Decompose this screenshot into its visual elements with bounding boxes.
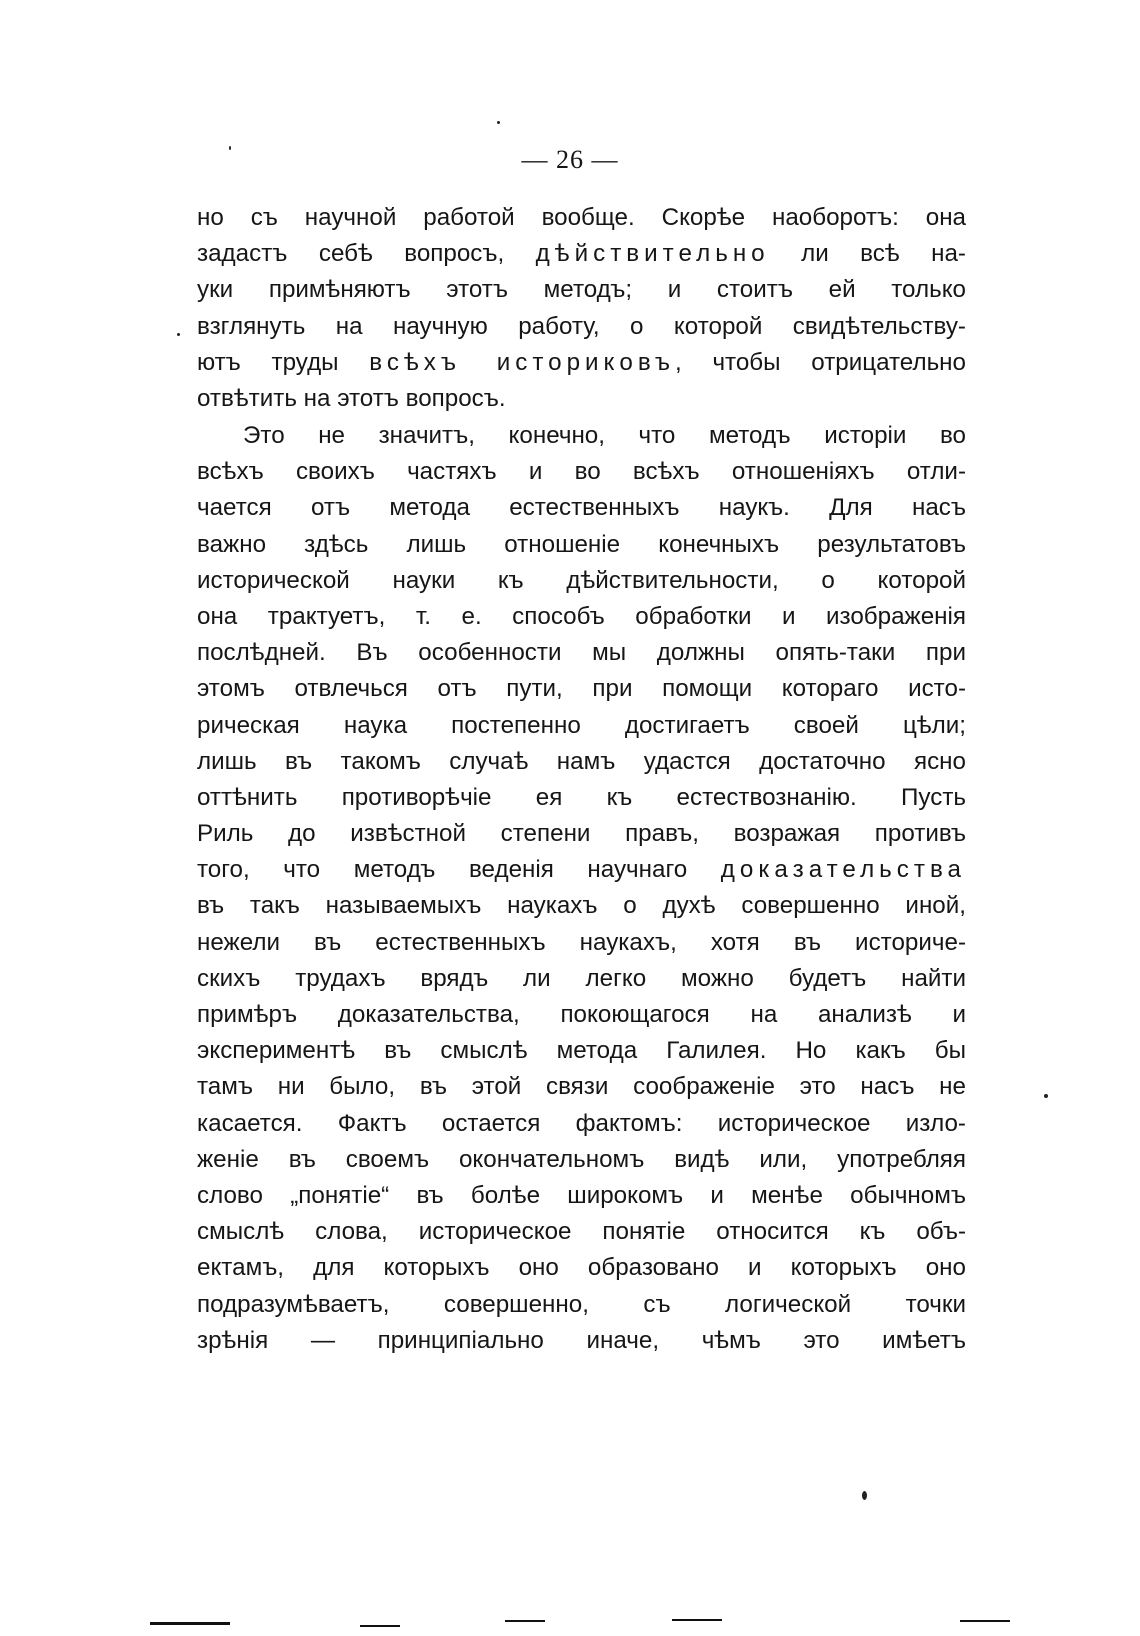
- scan-edge-mark: [505, 1620, 545, 1622]
- scan-edge-mark: [672, 1619, 722, 1621]
- text-line: ютъ труды всѣхъ историковъ, чтобы отрицательно: [197, 348, 966, 376]
- text-line: всѣхъ своихъ частяхъ и во всѣхъ отношеніяхъ отли-: [197, 458, 966, 486]
- text-line: того, что методъ веденія научнаго доказательства: [197, 856, 966, 884]
- scan-speck: [177, 333, 180, 336]
- text-line: этомъ отвлечься отъ пути, при помощи котораго исто-: [197, 675, 966, 703]
- text-line: Это не значитъ, конечно, что методъ исторіи во: [243, 422, 966, 449]
- text-line: но съ научной работой вообще. Скорѣе наоборотъ: она: [197, 204, 966, 231]
- scan-speck: [862, 1491, 867, 1500]
- text-line: послѣдней. Въ особенности мы должны опять-таки при: [197, 639, 966, 667]
- text-line: отвѣтить на этотъ вопросъ.: [197, 384, 506, 412]
- paragraph-2: [197, 418, 966, 1359]
- page-number: — 26 —: [521, 145, 619, 174]
- text-line: нежели въ естественныхъ наукахъ, хотя въ историче-: [197, 928, 966, 956]
- text-line: примѣръ доказательства, покоющагося на анализѣ и: [197, 1001, 966, 1028]
- text-line: въ такъ называемыхъ наукахъ о духѣ совершенно иной,: [197, 892, 966, 920]
- text-line: важно здѣсь лишь отношеніе конечныхъ результатовъ: [197, 530, 966, 558]
- text-line: рическая наука постепенно достигаетъ своей цѣли;: [197, 711, 966, 739]
- text-line: зрѣнія — принципіально иначе, чѣмъ это имѣетъ: [197, 1326, 966, 1354]
- text-line: ектамъ, для которыхъ оно образовано и которыхъ оно: [197, 1254, 966, 1282]
- text-line: подразумѣваетъ, совершенно, съ логической точки: [197, 1290, 966, 1318]
- text-line: чается отъ метода естественныхъ наукъ. Для насъ: [197, 494, 966, 522]
- spaced-emphasis: доказательства: [720, 856, 966, 884]
- text-line: она трактуетъ, т. е. способъ обработки и изображенія: [197, 602, 966, 630]
- scan-edge-mark: [960, 1620, 1010, 1622]
- paragraph-1: [197, 200, 966, 417]
- text-line: женіе въ своемъ окончательномъ видѣ или, употребляя: [197, 1145, 966, 1173]
- spaced-emphasis: дѣйствительно: [535, 240, 770, 268]
- text-line: задастъ себѣ вопросъ, дѣйствительно ли всѣ на-: [197, 240, 966, 268]
- text-line: слово „понятіе“ въ болѣе широкомъ и менѣе обычномъ: [197, 1181, 966, 1209]
- text-line: экспериментѣ въ смыслѣ метода Галилея. Но какъ бы: [197, 1037, 966, 1065]
- text-line: лишь въ такомъ случаѣ намъ удастся достаточно ясно: [197, 747, 966, 775]
- text-line: уки примѣняютъ этотъ методъ; и стоитъ ей только: [197, 276, 966, 304]
- text-line: касается. Фактъ остается фактомъ: историческое изло-: [197, 1109, 966, 1137]
- text-line: тамъ ни было, въ этой связи соображеніе это насъ не: [197, 1073, 966, 1101]
- text-line: смыслѣ слова, историческое понятіе относится къ объ-: [197, 1218, 966, 1246]
- text-line: Риль до извѣстной степени правъ, возражая противъ: [197, 820, 966, 848]
- scan-speck: [229, 146, 231, 150]
- scan-edge-mark: [360, 1625, 400, 1627]
- spaced-emphasis: всѣхъ историковъ: [369, 348, 676, 376]
- text-line: оттѣнить противорѣчіе ея къ естествознанію. Пусть: [197, 783, 966, 811]
- scan-speck: [1044, 1094, 1048, 1098]
- text-line: скихъ трудахъ врядъ ли легко можно будетъ найти: [197, 964, 966, 992]
- text-line: исторической науки къ дѣйствительности, о которой: [197, 566, 966, 594]
- scan-speck: [497, 121, 500, 124]
- scan-edge-mark: [150, 1622, 230, 1625]
- text-line: взглянуть на научную работу, о которой свидѣтельству-: [197, 312, 966, 340]
